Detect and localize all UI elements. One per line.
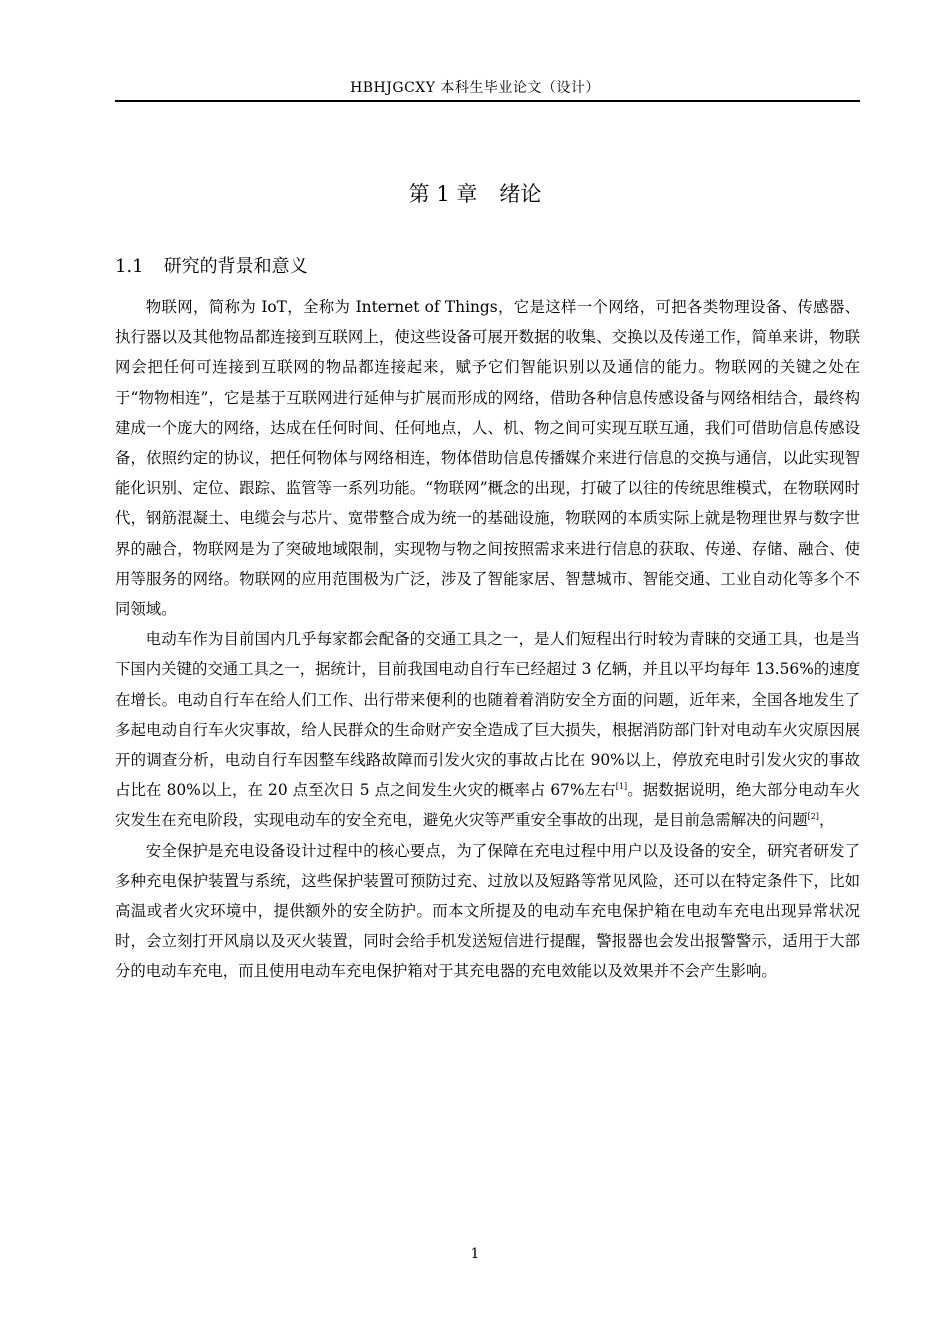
page-number: 1 <box>470 1246 480 1262</box>
paragraph-ebike-part1: 电动车作为目前国内几乎每家都会配备的交通工具之一，是人们短程出行时较为青睐的交通工具，也是当下国内关键的交通工具之一，据统计，目前我国电动自行车已经超过 3 亿辆，并且以平均每年 13.56%的速度在增长。电动自行车在给人们工作、出行带来便利的也随着着消防安全方面的问题，近年来，全国各地发生了多起电动自行车火灾事故，给人民群众的生命财产安全造成了巨大损失，根据消防部门针对电动车火灾原因展开的调查分析，电动自行车因整车线路故障而引发火灾的事故占比在 90%以上，停放充电时引发火灾的事故占比在 80%以上，在 20 点至次日 5 点之间发生火灾的概率占 67%左右 <box>115 630 860 800</box>
citation-2: [2] <box>807 812 819 822</box>
paragraph-ebike-part3: ， <box>818 811 835 830</box>
chapter-number: 第 1 章 <box>408 182 478 206</box>
body-text <box>115 292 860 987</box>
citation-1: [1] <box>615 782 628 792</box>
paragraph-iot: 物联网，简称为 IoT，全称为 Internet of Things，它是这样一个网络，可把各类物理设备、传感器、执行器以及其他物品都连接到互联网上，使这些设备可展开数据的收集、交换以及传递工作，简单来讲，物联网会把任何可连接到互联网的物品都连接起来，赋予它们智能识别以及通信的能力。物联网的关键之处在于“物物相连”，它是基于互联网进行延伸与扩展而形成的网络，借助各种信息传感设备与网络相结合，最终构建成一个庞大的网络，达成在任何时间、任何地点，人、机、物之间可实现互联互通，我们可借助信息传感设备，依照约定的协议，把任何物体与网络相连，物体借助信息传播媒介来进行信息的交换与通信，以此实现智能化识别、定位、跟踪、监管等一系列功能。“物联网”概念的出现，打破了以往的传统思维模式，在物联网时代，钢筋混凝土、电缆会与芯片、宽带整合成为统一的基础设施，物联网的本质实际上就是物理世界与数字世界的融合，物联网是为了突破地域限制，实现物与物之间按照需求来进行信息的获取、传递、存储、融合、使用等服务的网络。物联网的应用范围极为广泛，涉及了智能家居、智慧城市、智能交通、工业自动化等多个不同领域。 <box>115 298 860 619</box>
header-rule <box>115 100 860 102</box>
section-number: 1.1 <box>115 256 144 277</box>
chapter-title: 绪论 <box>499 182 542 206</box>
section-title: 研究的背景和意义 <box>163 256 308 277</box>
paragraph-ebike-part2: 。据数据说明，绝大部分电动车火灾发生在充电阶段，实现电动车的安全充电，避免火灾等严重安全事故的出现，是目前急需解决的问题 <box>115 781 860 830</box>
running-header: HBHJGCXY 本科生毕业论文（设计） <box>350 80 600 96</box>
chapter-heading <box>0 180 950 208</box>
section-heading <box>115 254 308 280</box>
paragraph-ebike <box>115 624 860 835</box>
paragraph-safety: 安全保护是充电设备设计过程中的核心要点，为了保障在充电过程中用户以及设备的安全，研究者研发了多种充电保护装置与系统，这些保护装置可预防过充、过放以及短路等常见风险，还可以在特定条件下，比如高温或者火灾环境中，提供额外的安全防护。而本文所提及的电动车充电保护箱在电动车充电出现异常状况时，会立刻打开风扇以及灭火装置，同时会给手机发送短信进行提醒，警报器也会发出报警警示，适用于大部分的电动车充电，而且使用电动车充电保护箱对于其充电器的充电效能以及效果并不会产生影响。 <box>115 841 860 981</box>
